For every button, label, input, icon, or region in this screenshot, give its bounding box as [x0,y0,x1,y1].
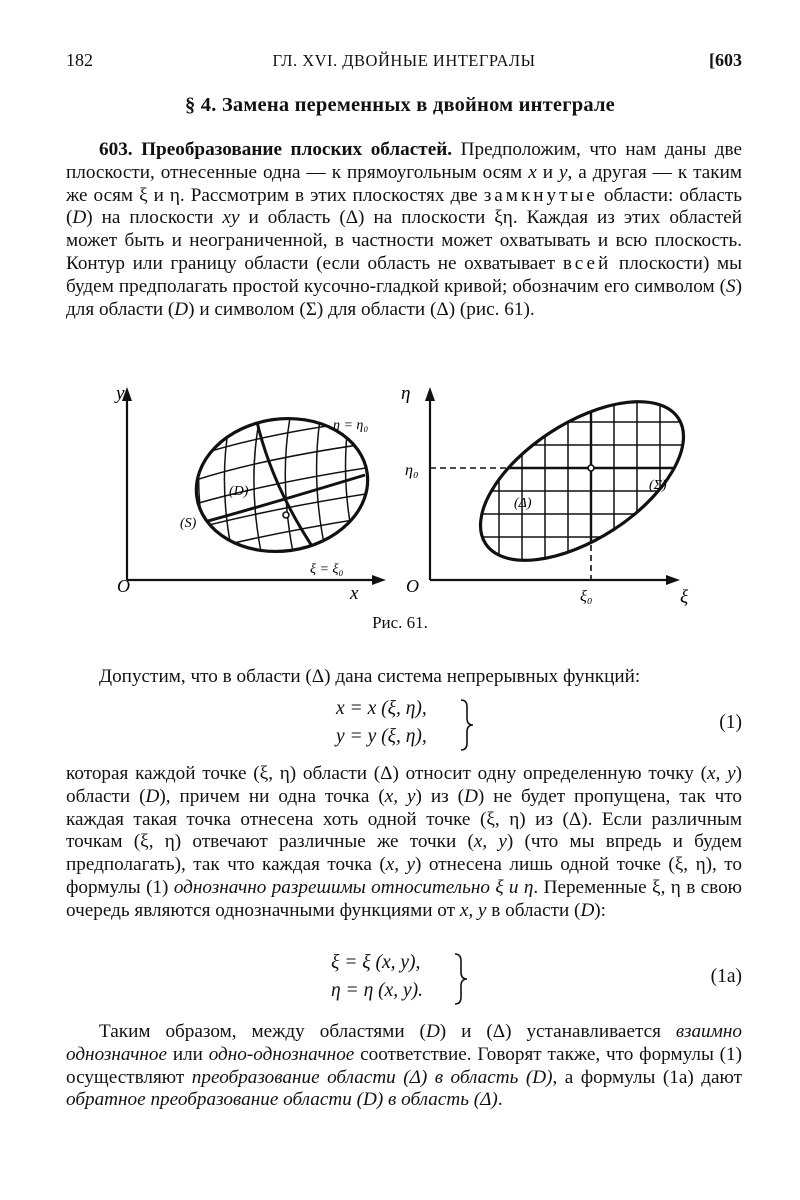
spaced-word: замкнутые [483,184,598,206]
italic-emphasis: однозначно разрешимы относительно ξ и η [173,876,534,898]
section-title: § 4. Замена переменных в двойном интеграле [185,94,615,116]
figure-61 [0,375,800,615]
spaced-word: всей [562,252,612,274]
paragraph-mapping: которая каждой точке (ξ, η) области (Δ) относит одну определенную точку (x, y) области (D), причем ни одна точка (x, y) из (D) не будет пропущена, так что каждая такая точка отнесена хоть одной точке (ξ, η) из (Δ). Если различным точкам (ξ, η) отвечают различные же точки (x, y) (что мы впредь и будем предполагать), так что каждая точка (x, y) отнесена лишь одной точке (ξ, η), то формулы (1) однозначно разрешимы относительно ξ и η. Переменные ξ, η в свою очередь являются однозначными функциями от x, y в области (D): [66,763,742,921]
xi-xi0-curve [255,413,318,555]
right-origin-label: O [406,576,419,596]
point-xy [283,512,289,518]
running-header [66,50,742,74]
equation-1 [0,696,800,754]
left-x-label: x [350,583,359,604]
right-xi-label: ξ [680,587,689,608]
eta-eta0-label: η = η₀ [333,418,369,433]
eta0-label: η₀ [405,462,419,479]
page-number: 182 [66,50,93,70]
right-xi-arrow [666,575,680,585]
italic-emphasis: взаимно однозначное [66,1021,742,1065]
region-delta-label: (Δ) [514,496,532,511]
eq1a-brace [451,952,471,1006]
right-eta-arrow [425,387,435,401]
paragraph-603: 603. Преобразование плоских областей. Предположим, что нам даны две плоскости, отнесенные одна — к прямоугольным осям x и y, а другая — к таким же осям ξ и η. Рассмотрим в этих плоскостях две замкнутые области: область (D) на плоскости xy и область (Δ) на плоскости ξη. Каждая из этих областей может быть и неограниченной, в частности может охватывать и всю плоскость. Контур или границу области (если область не охватывает всей плоскости) мы будем предполагать простой кусочно-гладкой кривой; обозначим его символом (S) для области (D) и символом (Σ) для области (Δ) (рис. 61). [66,139,743,320]
xi0-label: ξ₀ [580,588,593,605]
eq1-number: (1) [719,712,742,733]
region-delta-boundary [454,375,710,592]
left-y-label: y [116,383,125,404]
section-marker: [603 [709,50,742,70]
xi-xi0-label: ξ = ξ₀ [310,562,344,577]
figure-caption: Рис. 61. [372,613,428,632]
paragraph-correspondence: Таким образом, между областями (D) и (Δ) устанавливается взаимно однозначное или одно-однозначное соответствие. Говорят также, что формулы (1) осуществляют преобразование области (Δ) в область (D), а формулы (1а) дают обратное преобразование области (D) в область (Δ). [66,1021,742,1111]
italic-emphasis: преобразование области (Δ) в область (D) [191,1066,553,1088]
subsection-lead: 603. Преобразование плоских областей. [99,139,453,160]
eq1a-line1: ξ = ξ (x, y), [331,952,421,973]
eq1a-number: (1а) [710,966,742,987]
italic-emphasis: обратное преобразование области (D) в область (Δ) [66,1089,498,1111]
italic-emphasis: одно-однозначное [208,1043,355,1065]
eq1a-line2: η = η (x, y). [331,980,424,1001]
boundary-S-label: (S) [180,516,197,531]
region-D-label: (D) [229,484,249,499]
eq1-brace [457,698,477,752]
boundary-sigma-label: (Σ) [649,478,667,493]
eq1-line1: x = x (ξ, η), [336,698,427,719]
left-origin-label: O [117,576,130,596]
equation-1a [0,950,800,1008]
point-xi-eta [588,465,594,471]
eq1-line2: y = y (ξ, η), [336,726,427,747]
right-eta-label: η [401,383,411,404]
paragraph-assume: Допустим, что в области (Δ) дана система непрерывных функций: [99,666,641,687]
left-x-arrow [372,575,386,585]
chapter-title: ГЛ. XVI. ДВОЙНЫЕ ИНТЕГРАЛЫ [272,51,536,70]
